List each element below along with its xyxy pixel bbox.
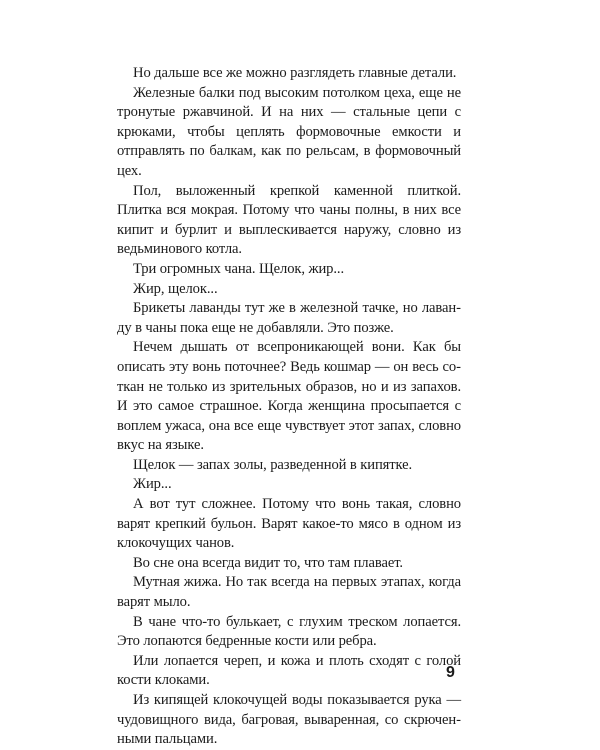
paragraph: Жир, щелок... (133, 280, 218, 297)
paragraph: Брикеты лаванды тут же в железной тачке, но лаванду в чаны пока еще не добавляли. Это позже. (117, 300, 461, 336)
paragraph: В чане что-то булькает, с глухим треском лопается. Это лопаются бедренные кости или ребра. (117, 613, 461, 650)
paragraph: Нечем дышать от всепроникающей вони. Как бы описать эту вонь поточнее? Ведь кошмар — он весь соткан не только из зрительных образов, но и из запахов. И это самое страшное. Когда женщина просыпается с воплем ужаса, она все еще чувствует этот запах, словно вкус на языке. (117, 339, 461, 454)
paragraph: Пол, выложенный крепкой каменной плиткой. Плитка вся мокрая. Потому что чаны полны, в них все кипит и бурлит и выплескивается наружу, словно из ведьминового котла. (117, 182, 461, 258)
paragraph: Жир... (133, 476, 172, 493)
page-number: 9 (446, 664, 455, 681)
paragraph: Железные балки под высоким потолком цеха, еще не тронутые ржавчиной. И на них — стальные цепи с крюками, чтобы цеплять формовочные емкости и отправлять по балкам, как по рельсам, в формовочный цех. (117, 84, 461, 179)
paragraph: Но дальше все же можно разглядеть главные детали. (133, 65, 457, 81)
paragraph: Из кипящей клокочущей воды показывается рука — чудовищного вида, багровая, вываренная, со скрюченными пальцами. (117, 692, 461, 748)
page-body-text (117, 64, 461, 750)
paragraph: Щелок — запах золы, разведенной в кипятке. (133, 456, 413, 473)
paragraph: Три огромных чана. Щелок, жир... (133, 260, 345, 277)
paragraph: Мутная жижа. Но так всегда на первых этапах, когда варят мыло. (117, 574, 461, 611)
paragraph: Во сне она всегда видит то, что там плавает. (133, 554, 403, 571)
paragraph: А вот тут сложнее. Потому что вонь такая, словно варят крепкий бульон. Варят какое-то мясо в одном из клокочущих чанов. (117, 496, 461, 552)
paragraph: Или лопается череп, и кожа и плоть сходят с голой кости клоками. (117, 652, 461, 689)
